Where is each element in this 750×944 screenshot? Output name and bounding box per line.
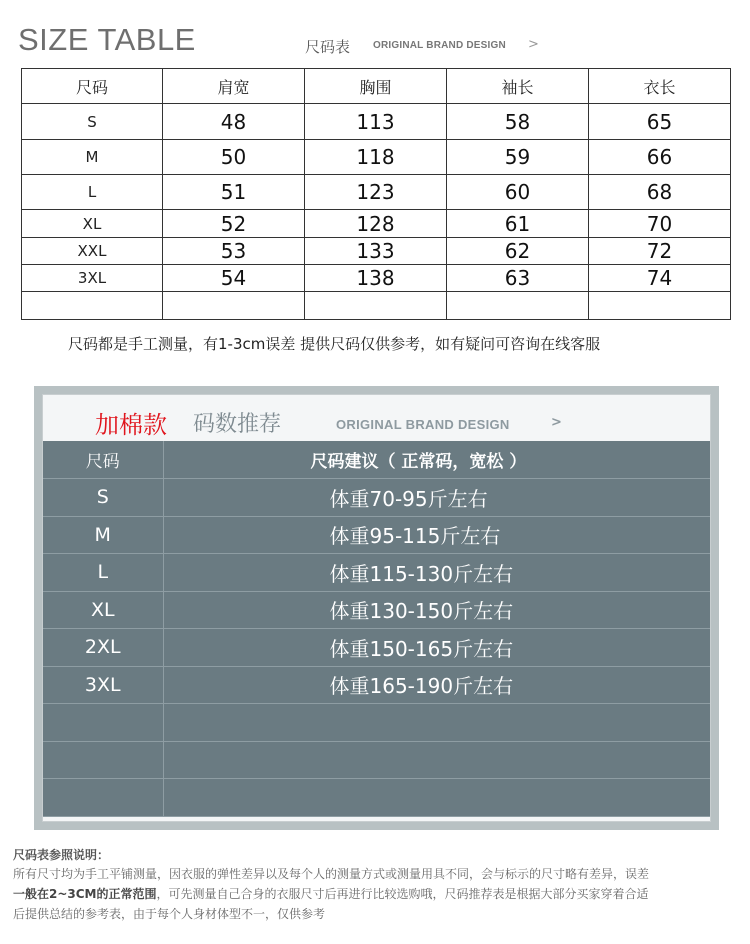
shoulder-cell: 48 [163, 104, 305, 140]
chevron-right-icon: > [551, 415, 562, 430]
footnote-text: ，可先测量自己合身的衣服尺寸后再进行比较选购哦，尺码推荐表是根据大部分买家穿着合适 [156, 887, 649, 901]
table-row [22, 104, 731, 140]
table-row [22, 175, 731, 210]
recommend-panel [34, 386, 719, 830]
table-row [22, 140, 731, 175]
footnote-line [13, 884, 739, 904]
shoulder-cell: 52 [163, 210, 305, 238]
table-row [43, 591, 710, 629]
chest-cell: 113 [305, 104, 447, 140]
size-cell: L [43, 554, 163, 592]
measurement-note: 尺码都是手工测量，有1-3cm误差 提供尺码仅供参考，如有疑问可咨询在线客服 [68, 335, 601, 353]
size-cell: XL [22, 210, 163, 238]
table-row [43, 554, 710, 592]
length-cell: 66 [589, 140, 731, 175]
size-cell: L [22, 175, 163, 210]
footnote-bold-text: 一般在2~3CM的正常范围 [13, 887, 157, 901]
table-row [22, 238, 731, 265]
size-cell: XL [43, 591, 163, 629]
chest-cell: 118 [305, 140, 447, 175]
table-row [43, 629, 710, 667]
table-row [22, 265, 731, 292]
chevron-right-icon: > [528, 37, 539, 52]
shoulder-cell: 54 [163, 265, 305, 292]
sleeve-cell: 63 [447, 265, 589, 292]
column-header-size: 尺码 [43, 441, 163, 479]
size-cell: XXL [22, 238, 163, 265]
weight-cell: 体重95-115斤左右 [163, 516, 710, 554]
weight-cell: 体重150-165斤左右 [163, 629, 710, 667]
weight-cell: 体重115-130斤左右 [163, 554, 710, 592]
recommend-brand-text: ORIGINAL BRAND DESIGN [336, 417, 510, 432]
recommend-header-row [43, 441, 710, 479]
column-header-advice: 尺码建议（ 正常码，宽松 ） [163, 441, 710, 479]
header-brand-text: ORIGINAL BRAND DESIGN [373, 40, 506, 51]
table-row-empty [43, 741, 710, 779]
size-cell: 3XL [43, 666, 163, 704]
recommend-header [43, 395, 710, 441]
footnote-line: 所有尺寸均为手工平铺测量，因衣服的弹性差异以及每个人的测量方式或测量用具不同，会与标示的尺寸略有差异，误差 [13, 867, 650, 881]
size-cell: S [22, 104, 163, 140]
recommend-table [43, 441, 710, 817]
size-cell: 2XL [43, 629, 163, 667]
table-row [22, 210, 731, 238]
size-table-header-row [22, 69, 731, 104]
size-cell: 3XL [22, 265, 163, 292]
column-header-length: 衣长 [589, 69, 731, 104]
page-header [0, 0, 750, 64]
length-cell: 72 [589, 238, 731, 265]
footnote-body [13, 864, 739, 924]
recommend-title-red: 加棉款 [95, 411, 167, 439]
recommend-panel-inner [42, 394, 711, 822]
column-header-chest: 胸围 [305, 69, 447, 104]
weight-cell: 体重70-95斤左右 [163, 479, 710, 517]
table-row-empty [43, 704, 710, 742]
weight-cell: 体重165-190斤左右 [163, 666, 710, 704]
size-table [21, 68, 731, 320]
page-title: SIZE TABLE [18, 22, 196, 57]
size-cell: M [43, 516, 163, 554]
weight-cell: 体重130-150斤左右 [163, 591, 710, 629]
column-header-sleeve: 袖长 [447, 69, 589, 104]
chest-cell: 138 [305, 265, 447, 292]
column-header-shoulder: 肩宽 [163, 69, 305, 104]
shoulder-cell: 50 [163, 140, 305, 175]
shoulder-cell: 51 [163, 175, 305, 210]
sleeve-cell: 58 [447, 104, 589, 140]
size-cell: M [22, 140, 163, 175]
sleeve-cell: 60 [447, 175, 589, 210]
table-row-empty [22, 292, 731, 320]
shoulder-cell: 53 [163, 238, 305, 265]
table-row-empty [43, 779, 710, 817]
footnote-title: 尺码表参照说明： [13, 848, 110, 862]
length-cell: 74 [589, 265, 731, 292]
sleeve-cell: 59 [447, 140, 589, 175]
recommend-title-gray: 码数推荐 [193, 412, 282, 437]
length-cell: 70 [589, 210, 731, 238]
footnote-line: 后提供总结的参考表，由于每个人身材体型不一，仅供参考 [13, 907, 326, 921]
table-row [43, 479, 710, 517]
chest-cell: 123 [305, 175, 447, 210]
sleeve-cell: 61 [447, 210, 589, 238]
column-header-size: 尺码 [22, 69, 163, 104]
length-cell: 68 [589, 175, 731, 210]
chest-cell: 128 [305, 210, 447, 238]
table-row [43, 666, 710, 704]
header-cn-title: 尺码表 [305, 38, 351, 56]
length-cell: 65 [589, 104, 731, 140]
chest-cell: 133 [305, 238, 447, 265]
size-cell: S [43, 479, 163, 517]
table-row [43, 516, 710, 554]
sleeve-cell: 62 [447, 238, 589, 265]
